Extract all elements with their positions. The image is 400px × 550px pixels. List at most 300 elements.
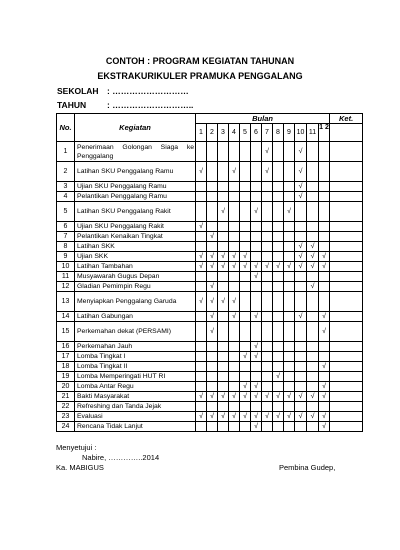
empty-month-9 [284,232,295,242]
check-mark-month-6: √ [251,262,262,272]
empty-month-11 [307,162,319,182]
empty-month-3 [218,182,229,192]
empty-month-2 [207,222,218,232]
empty-month-12 [319,342,330,352]
row-ket [330,262,363,272]
document-title-line1: CONTOH : PROGRAM KEGIATAN TAHUNAN [105,56,295,66]
empty-month-1 [196,182,207,192]
tahun-value: : ……………………….. [107,100,194,110]
empty-month-9 [284,312,295,322]
empty-month-4 [229,402,240,412]
empty-month-12 [319,142,330,162]
row-number: 4 [57,192,75,202]
empty-month-1 [196,342,207,352]
empty-month-11 [307,362,319,372]
check-mark-month-8: √ [273,392,284,402]
empty-month-4 [229,232,240,242]
check-mark-month-6: √ [251,412,262,422]
check-mark-month-2: √ [207,322,218,342]
row-ket [330,272,363,282]
empty-month-6 [251,292,262,312]
empty-month-9 [284,272,295,282]
empty-month-5 [240,272,251,282]
table-row [57,242,363,252]
empty-month-11 [307,222,319,232]
empty-month-8 [273,232,284,242]
empty-month-6 [251,182,262,192]
check-mark-month-12: √ [319,252,330,262]
table-row [57,342,363,352]
empty-month-6 [251,222,262,232]
table-row [57,282,363,292]
check-mark-month-1: √ [196,292,207,312]
empty-month-5 [240,312,251,322]
empty-month-8 [273,222,284,232]
empty-month-3 [218,232,229,242]
check-mark-month-11: √ [307,252,319,262]
empty-month-4 [229,142,240,162]
check-mark-month-12: √ [319,362,330,372]
header-month-12: 1 2 [319,124,330,142]
check-mark-month-11: √ [307,282,319,292]
check-mark-month-3: √ [218,262,229,272]
row-ket [330,422,363,432]
empty-month-12 [319,232,330,242]
empty-month-2 [207,142,218,162]
empty-month-10 [295,422,307,432]
table-row [57,162,363,182]
row-ket [330,182,363,192]
empty-month-1 [196,232,207,242]
empty-month-12 [319,202,330,222]
row-number: 24 [57,422,75,432]
check-mark-month-3: √ [218,202,229,222]
table-row [57,312,363,322]
empty-month-6 [251,402,262,412]
empty-month-3 [218,272,229,282]
check-mark-month-8: √ [273,412,284,422]
empty-month-6 [251,192,262,202]
place-date: Nabire, …………..2014 [82,453,160,462]
empty-month-1 [196,142,207,162]
header-month-8: 8 [273,124,284,142]
empty-month-5 [240,342,251,352]
empty-month-9 [284,372,295,382]
row-number: 1 [57,142,75,162]
empty-month-9 [284,282,295,292]
empty-month-5 [240,242,251,252]
empty-month-7 [262,282,273,292]
row-number: 13 [57,292,75,312]
check-mark-month-10: √ [295,242,307,252]
table-row [57,292,363,312]
table-row [57,202,363,222]
empty-month-8 [273,402,284,412]
check-mark-month-10: √ [295,182,307,192]
check-mark-month-2: √ [207,392,218,402]
empty-month-4 [229,222,240,232]
row-kegiatan: Musyawarah Gugus Depan [75,272,196,282]
empty-month-7 [262,382,273,392]
row-ket [330,162,363,182]
check-mark-month-2: √ [207,412,218,422]
table-row [57,412,363,422]
check-mark-month-5: √ [240,392,251,402]
row-kegiatan: Gladian Pemimpin Regu [75,282,196,292]
empty-month-4 [229,192,240,202]
row-kegiatan: Penerimaan Golongan Siaga ke Penggalang [75,142,196,162]
empty-month-9 [284,182,295,192]
empty-month-5 [240,292,251,312]
row-kegiatan: Perkemahan dekat (PERSAMI) [75,322,196,342]
row-ket [330,402,363,412]
row-kegiatan: Rencana Tidak Lanjut [75,422,196,432]
empty-month-9 [284,322,295,342]
header-month-2: 2 [207,124,218,142]
check-mark-month-12: √ [319,382,330,392]
empty-month-3 [218,372,229,382]
empty-month-11 [307,352,319,362]
empty-month-12 [319,372,330,382]
row-kegiatan: Latihan SKK [75,242,196,252]
empty-month-10 [295,282,307,292]
table-row [57,262,363,272]
check-mark-month-6: √ [251,422,262,432]
empty-month-8 [273,282,284,292]
row-number: 9 [57,252,75,262]
empty-month-9 [284,382,295,392]
empty-month-9 [284,242,295,252]
check-mark-month-9: √ [284,262,295,272]
check-mark-month-5: √ [240,352,251,362]
header-month-9: 9 [284,124,295,142]
empty-month-11 [307,272,319,282]
empty-month-4 [229,272,240,282]
table-row [57,192,363,202]
row-ket [330,222,363,232]
empty-month-5 [240,192,251,202]
empty-month-4 [229,182,240,192]
empty-month-11 [307,192,319,202]
row-kegiatan: Menyiapkan Penggalang Garuda [75,292,196,312]
row-ket [330,252,363,262]
empty-month-11 [307,142,319,162]
row-number: 7 [57,232,75,242]
empty-month-3 [218,382,229,392]
empty-month-1 [196,402,207,412]
check-mark-month-2: √ [207,282,218,292]
empty-month-9 [284,362,295,372]
empty-month-2 [207,372,218,382]
empty-month-12 [319,352,330,362]
empty-month-8 [273,182,284,192]
empty-month-7 [262,362,273,372]
empty-month-12 [319,182,330,192]
empty-month-8 [273,162,284,182]
row-kegiatan: Lomba Tingkat I [75,352,196,362]
empty-month-10 [295,342,307,352]
check-mark-month-12: √ [319,392,330,402]
check-mark-month-1: √ [196,412,207,422]
empty-month-6 [251,162,262,182]
empty-month-8 [273,192,284,202]
empty-month-1 [196,242,207,252]
empty-month-5 [240,422,251,432]
empty-month-6 [251,282,262,292]
empty-month-6 [251,142,262,162]
empty-month-7 [262,242,273,252]
empty-month-3 [218,162,229,182]
empty-month-1 [196,382,207,392]
row-kegiatan: Lomba Antar Regu [75,382,196,392]
empty-month-7 [262,272,273,282]
empty-month-3 [218,282,229,292]
empty-month-9 [284,352,295,362]
empty-month-3 [218,342,229,352]
program-table [56,113,363,432]
empty-month-1 [196,372,207,382]
empty-month-9 [284,292,295,312]
empty-month-5 [240,162,251,182]
row-ket [330,192,363,202]
header-ket-blank [330,124,363,142]
row-number: 21 [57,392,75,402]
empty-month-11 [307,322,319,342]
empty-month-3 [218,422,229,432]
row-number: 15 [57,322,75,342]
empty-month-4 [229,282,240,292]
check-mark-month-6: √ [251,272,262,282]
check-mark-month-10: √ [295,252,307,262]
check-mark-month-2: √ [207,292,218,312]
check-mark-month-9: √ [284,392,295,402]
empty-month-11 [307,292,319,312]
empty-month-7 [262,232,273,242]
empty-month-7 [262,342,273,352]
check-mark-month-10: √ [295,162,307,182]
table-row [57,362,363,372]
check-mark-month-12: √ [319,322,330,342]
row-ket [330,312,363,322]
empty-month-2 [207,342,218,352]
table-row [57,182,363,192]
empty-month-1 [196,272,207,282]
row-number: 16 [57,342,75,352]
empty-month-9 [284,192,295,202]
row-ket [330,282,363,292]
row-kegiatan: Pelantikan Kenaikan Tingkat [75,232,196,242]
empty-month-10 [295,352,307,362]
empty-month-4 [229,242,240,252]
row-kegiatan: Refreshing dan Tanda Jejak [75,402,196,412]
empty-month-5 [240,402,251,412]
empty-month-2 [207,202,218,222]
check-mark-month-11: √ [307,412,319,422]
check-mark-month-3: √ [218,412,229,422]
ka-mabigus: Ka. MABIGUS [56,463,104,472]
row-ket [330,142,363,162]
empty-month-10 [295,222,307,232]
check-mark-month-12: √ [319,412,330,422]
empty-month-5 [240,222,251,232]
empty-month-7 [262,182,273,192]
empty-month-2 [207,242,218,252]
empty-month-4 [229,352,240,362]
empty-month-5 [240,322,251,342]
empty-month-8 [273,342,284,352]
empty-month-9 [284,342,295,352]
empty-month-5 [240,362,251,372]
empty-month-2 [207,352,218,362]
row-number: 12 [57,282,75,292]
empty-month-1 [196,422,207,432]
row-ket [330,382,363,392]
row-kegiatan: Ujian SKU Penggalang Rakit [75,222,196,232]
check-mark-month-1: √ [196,162,207,182]
row-ket [330,372,363,382]
empty-month-5 [240,202,251,222]
empty-month-7 [262,322,273,342]
row-kegiatan: Perkemahan Jauh [75,342,196,352]
row-kegiatan: Bakti Masyarakat [75,392,196,402]
row-number: 20 [57,382,75,392]
empty-month-7 [262,252,273,262]
empty-month-6 [251,362,262,372]
empty-month-4 [229,362,240,372]
tahun-line [57,100,193,110]
empty-month-7 [262,292,273,312]
empty-month-8 [273,322,284,342]
row-ket [330,292,363,312]
empty-month-5 [240,372,251,382]
empty-month-2 [207,402,218,412]
check-mark-month-6: √ [251,342,262,352]
empty-month-4 [229,322,240,342]
empty-month-12 [319,222,330,232]
check-mark-month-6: √ [251,352,262,362]
row-number: 14 [57,312,75,322]
check-mark-month-10: √ [295,262,307,272]
check-mark-month-2: √ [207,252,218,262]
empty-month-3 [218,322,229,342]
table-row [57,372,363,382]
empty-month-8 [273,292,284,312]
empty-month-12 [319,242,330,252]
empty-month-7 [262,222,273,232]
empty-month-11 [307,202,319,222]
table-row [57,402,363,412]
row-kegiatan: Lomba Tingkat II [75,362,196,372]
empty-month-3 [218,362,229,372]
header-month-10: 10 [295,124,307,142]
header-month-6: 6 [251,124,262,142]
check-mark-month-2: √ [207,262,218,272]
header-month-4: 4 [229,124,240,142]
check-mark-month-1: √ [196,262,207,272]
row-kegiatan: Pelantikan Penggalang Ramu [75,192,196,202]
check-mark-month-5: √ [240,412,251,422]
table-row [57,252,363,262]
empty-month-7 [262,202,273,222]
check-mark-month-10: √ [295,192,307,202]
empty-month-2 [207,422,218,432]
check-mark-month-1: √ [196,222,207,232]
empty-month-3 [218,192,229,202]
check-mark-month-3: √ [218,292,229,312]
empty-month-7 [262,312,273,322]
header-month-1: 1 [196,124,207,142]
empty-month-4 [229,342,240,352]
check-mark-month-7: √ [262,262,273,272]
empty-month-2 [207,272,218,282]
empty-month-10 [295,362,307,372]
check-mark-month-1: √ [196,252,207,262]
empty-month-8 [273,382,284,392]
row-ket [330,392,363,402]
check-mark-month-6: √ [251,312,262,322]
row-ket [330,322,363,342]
empty-month-9 [284,402,295,412]
row-number: 19 [57,372,75,382]
empty-month-5 [240,142,251,162]
table-row [57,222,363,232]
check-mark-month-5: √ [240,252,251,262]
check-mark-month-7: √ [262,162,273,182]
sekolah-line [57,86,189,96]
check-mark-month-10: √ [295,392,307,402]
empty-month-10 [295,272,307,282]
row-number: 2 [57,162,75,182]
check-mark-month-4: √ [229,312,240,322]
empty-month-10 [295,372,307,382]
empty-month-10 [295,232,307,242]
row-number: 6 [57,222,75,232]
header-month-7: 7 [262,124,273,142]
row-number: 18 [57,362,75,372]
table-row [57,352,363,362]
empty-month-11 [307,182,319,192]
empty-month-11 [307,382,319,392]
row-kegiatan: Latihan Gabungan [75,312,196,322]
row-kegiatan: Latihan Tambahan [75,262,196,272]
check-mark-month-8: √ [273,372,284,382]
empty-month-3 [218,352,229,362]
empty-month-12 [319,402,330,412]
header-month-11: 11 [307,124,319,142]
table-row [57,322,363,342]
empty-month-10 [295,202,307,222]
check-mark-month-9: √ [284,412,295,422]
check-mark-month-4: √ [229,412,240,422]
row-kegiatan: Latihan SKU Penggalang Rakit [75,202,196,222]
empty-month-8 [273,202,284,222]
sekolah-label: SEKOLAH [57,86,99,96]
row-ket [330,342,363,352]
check-mark-month-7: √ [262,392,273,402]
row-kegiatan: Ujian SKU Penggalang Ramu [75,182,196,192]
check-mark-month-7: √ [262,142,273,162]
empty-month-9 [284,252,295,262]
empty-month-2 [207,182,218,192]
empty-month-8 [273,352,284,362]
empty-month-11 [307,232,319,242]
row-ket [330,362,363,372]
row-number: 3 [57,182,75,192]
empty-month-12 [319,272,330,282]
row-ket [330,202,363,222]
empty-month-10 [295,322,307,342]
empty-month-4 [229,372,240,382]
